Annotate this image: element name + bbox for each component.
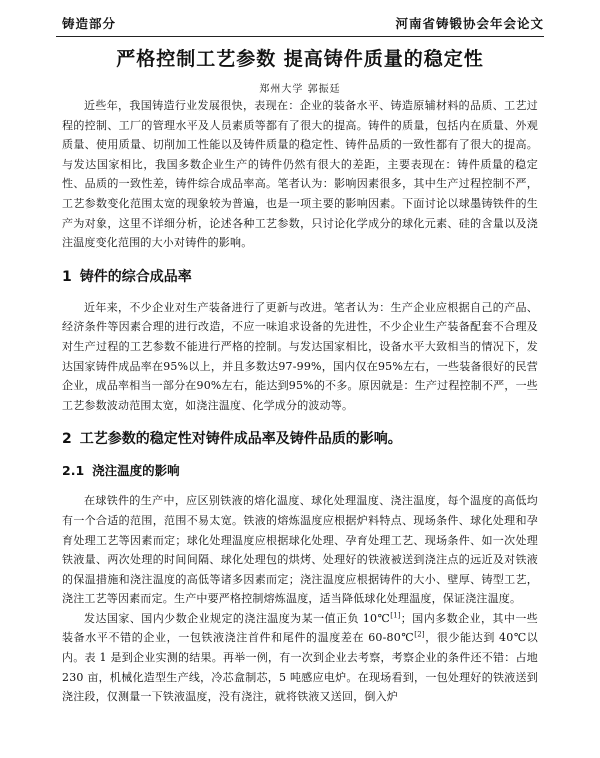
intro-paragraph: 近些年，我国铸造行业发展很快，表现在：企业的装备水平、铸造原辅材料的品质、工艺过程的控制、工厂的管理水平及人员素质等都有了很大的提高。铸件的质量，包括内在质量、外观质量、使用质量、切削加工性能以及铸件质量的稳定性、铸件品质的一致性都有了很大的提高。与发达国家相比，我国多数企业生产的铸件仍然有很大的差距，主要表现在：铸件质量的稳定性、品质的一致性差，铸件综合成品率高。笔者认为：影响因素很多，其中生产过程控制不严，工艺参数变化范围太宽的现象较为普遍，也是一项主要的影响因素。下面讨论以球墨铸铁件的生产为对象，这里不详细分析，论述各种工艺参数，只讨论化学成分的球化元素、硅的含量以及浇注温度变化范围的大小对铸件的影响。 bbox=[62, 99, 538, 250]
section-2-1-paragraph-2 bbox=[62, 609, 538, 707]
paper-body bbox=[62, 96, 538, 707]
page-header bbox=[0, 6, 600, 30]
section-2-heading bbox=[62, 428, 538, 448]
citation-1: [1] bbox=[390, 611, 401, 620]
section-2-1-heading bbox=[62, 461, 538, 479]
section-1-heading bbox=[62, 266, 538, 286]
header-divider bbox=[56, 36, 544, 37]
para2-text-c: ，很少能达到 40℃以内。表 1 是到企业实测的结果。再举一例，有一次到企业去考察，考察企业的条件还不错：占地 230 亩，机械化造型生产线，冷芯盒制芯，5 吨感应电炉。在现场看到，一包处理好的铁液送到浇注段，仅测量一下铁液温度，没有浇注，就将铁液又送回，倒入炉 bbox=[62, 631, 538, 704]
paper-title: 严格控制工艺参数 提高铸件质量的稳定性 bbox=[116, 48, 484, 70]
section-2-1-paragraph-1: 在球铁件的生产中，应区别铁液的熔化温度、球化处理温度、浇注温度，每个温度的高低均有一个合适的范围，范围不易太宽。铁液的熔炼温度应根据炉料特点、现场条件、球化处理和孕育处理工艺等因素而定；球化处理温度应根据球化处理、孕育处理工艺、现场条件、如一次处理铁液量、两次处理的时间间隔、球化处理包的烘烤、处理好的铁液被送到浇注点的远近及对铁液的保温措施和浇注温度的高低等诸多因素而定；浇注温度应根据铸件的大小、壁厚、铸型工艺，浇注工艺等因素而定。生产中要严格控制熔炼温度，适当降低球化处理温度，保证浇注温度。 bbox=[62, 494, 538, 606]
section-1-number: 1 bbox=[62, 268, 72, 285]
header-section-label: 铸造部分 bbox=[62, 16, 117, 31]
section-1-paragraph: 近年来，不少企业对生产装备进行了更新与改进。笔者认为：生产企业应根据自己的产品、经济条件等因素合理的进行改造，不应一味追求设备的先进性，不少企业生产装备配套不合理及对生产过程的工艺参数不能进行严格的控制。与发达国家相比，设备水平大致相当的情况下，发达国家铸件成品率在95%以上，并且多数达97-99%，国内仅在95%左右，一些装备很好的民营企业，成品率相当一部分在90%左右，能达到95%的不多。原因就是：生产过程控制不严，一些工艺参数波动范围太宽，如浇注温度、化学成分的波动等。 bbox=[62, 300, 538, 412]
section-2-1-title: 浇注温度的影响 bbox=[92, 463, 180, 479]
para2-text-a: 发达国家、国内少数企业规定的浇注温度为某一值正负 10℃ bbox=[84, 611, 391, 625]
header-proceedings-label: 河南省铸锻协会年会论文 bbox=[395, 16, 544, 31]
section-2-title: 工艺参数的稳定性对铸件成品率及铸件品质的影响。 bbox=[79, 431, 402, 448]
section-1-title: 铸件的综合成品率 bbox=[79, 268, 192, 285]
para2-text-b: ；国内多数企业，其中一些装备水平不错的企业，一包铁液浇注首件和尾件的温度差在 60-80℃ bbox=[62, 611, 538, 645]
paper-authors: 郑州大学 郭振廷 bbox=[259, 84, 341, 95]
section-2-1-number: 2.1 bbox=[62, 463, 85, 479]
citation-2: [2] bbox=[414, 630, 425, 639]
section-2-number: 2 bbox=[62, 431, 72, 448]
